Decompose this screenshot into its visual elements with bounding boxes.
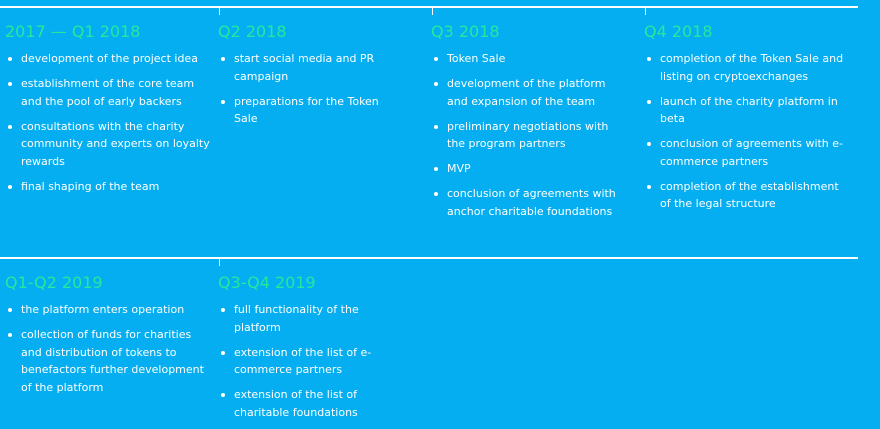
milestone-item — [426, 118, 621, 153]
roadmap-period — [0, 273, 210, 404]
milestone-text: extension of the list of e-commerce partners — [234, 345, 372, 376]
bullet-dot-icon — [221, 100, 225, 104]
roadmap-period — [213, 22, 403, 135]
bullet-dot-icon — [8, 125, 12, 129]
roadmap-period — [426, 22, 621, 228]
milestone-list — [213, 50, 403, 128]
milestone-list — [213, 301, 403, 421]
milestone-text: extension of the list of charitable foundations — [234, 388, 358, 419]
milestone-item — [0, 178, 210, 196]
milestone-text: preparations for the Token Sale — [234, 94, 379, 125]
bullet-dot-icon — [647, 57, 651, 61]
roadmap-period — [213, 273, 403, 429]
bullet-dot-icon — [647, 185, 651, 189]
milestone-item — [213, 50, 403, 85]
bullet-dot-icon — [8, 185, 12, 189]
milestone-item — [639, 135, 844, 170]
roadmap-period — [0, 22, 210, 203]
period-title: Q1-Q2 2019 — [5, 273, 103, 292]
bullet-dot-icon — [221, 351, 225, 355]
bullet-dot-icon — [434, 57, 438, 61]
bullet-dot-icon — [221, 308, 225, 312]
bullet-dot-icon — [8, 82, 12, 86]
milestone-item — [213, 344, 403, 379]
milestone-item — [426, 185, 621, 220]
period-title: 2017 — Q1 2018 — [5, 22, 141, 41]
milestone-item — [426, 160, 621, 178]
timeline-line — [0, 257, 858, 259]
bullet-dot-icon — [8, 333, 12, 337]
timeline-line — [0, 6, 858, 8]
period-title: Q2 2018 — [218, 22, 287, 41]
bullet-dot-icon — [434, 192, 438, 196]
milestone-item — [0, 50, 210, 68]
milestone-list — [426, 50, 621, 220]
milestone-text: start social media and PR campaign — [234, 52, 375, 83]
milestone-item — [0, 301, 210, 319]
milestone-item — [639, 93, 844, 128]
milestone-text: conclusion of agreements with anchor charitable foundations — [447, 187, 616, 218]
milestone-item — [213, 93, 403, 128]
bullet-dot-icon — [221, 57, 225, 61]
milestone-text: development of the platform and expansion of the team — [447, 77, 606, 108]
milestone-item — [639, 178, 844, 213]
milestone-text: launch of the charity platform in beta — [660, 94, 838, 125]
milestone-text: collection of funds for charities and distribution of tokens to benefactors further development of the platform — [21, 328, 204, 394]
milestone-list — [0, 301, 210, 396]
milestone-item — [213, 386, 403, 421]
period-title: Q4 2018 — [644, 22, 713, 41]
milestone-text: final shaping of the team — [21, 179, 160, 193]
milestone-item — [426, 50, 621, 68]
timeline-tick — [432, 7, 433, 15]
milestone-item — [639, 50, 844, 85]
roadmap-period — [639, 22, 844, 220]
milestone-item — [0, 326, 210, 396]
milestone-text: conclusion of agreements with e-commerce partners — [660, 137, 844, 168]
milestone-list — [639, 50, 844, 213]
milestone-text: consultations with the charity community and experts on loyalty rewards — [21, 119, 210, 168]
milestone-list — [0, 50, 210, 195]
milestone-text: completion of the establishment of the legal structure — [660, 179, 839, 210]
period-title: Q3-Q4 2019 — [218, 273, 316, 292]
timeline-tick — [219, 258, 220, 266]
bullet-dot-icon — [434, 82, 438, 86]
bullet-dot-icon — [647, 142, 651, 146]
bullet-dot-icon — [8, 57, 12, 61]
milestone-item — [213, 301, 403, 336]
bullet-dot-icon — [434, 125, 438, 129]
milestone-text: development of the project idea — [21, 52, 198, 65]
milestone-text: MVP — [447, 162, 471, 175]
milestone-item — [0, 75, 210, 110]
period-title: Q3 2018 — [431, 22, 500, 41]
bullet-dot-icon — [8, 308, 12, 312]
milestone-item — [0, 118, 210, 171]
milestone-text: the platform enters operation — [21, 303, 185, 316]
milestone-text: Token Sale — [447, 52, 506, 65]
bullet-dot-icon — [647, 100, 651, 104]
milestone-item — [426, 75, 621, 110]
bullet-dot-icon — [434, 167, 438, 171]
bullet-dot-icon — [221, 393, 225, 397]
milestone-text: full functionality of the platform — [234, 303, 359, 334]
milestone-text: completion of the Token Sale and listing on cryptoexchanges — [660, 52, 844, 83]
timeline-tick — [219, 7, 220, 15]
milestone-text: preliminary negotiations with the program partners — [447, 119, 609, 150]
milestone-text: establishment of the core team and the pool of early backers — [21, 77, 195, 108]
timeline-tick — [645, 7, 646, 15]
